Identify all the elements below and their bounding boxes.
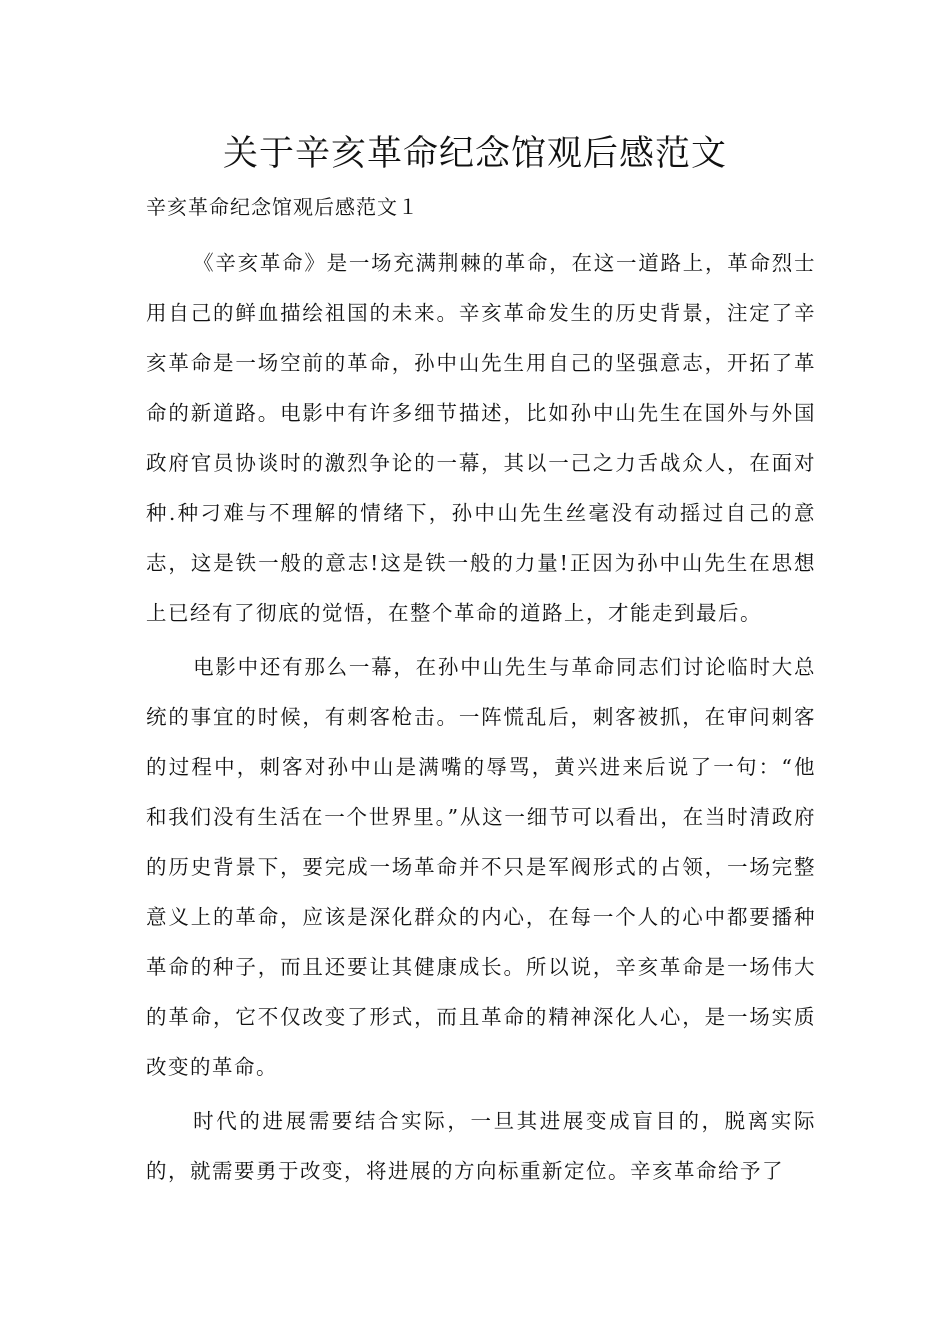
document-title: 关于辛亥革命纪念馆观后感范文 [222,134,727,174]
paragraph-1: 《辛亥革命》是一场充满荆棘的革命，在这一道路上，革命烈士用自己的鲜血描绘祖国的未来。辛亥革命发生的历史背景，注定了辛亥革命是一场空前的革命，孙中山先生用自己的坚强意志，开拓了革命的新道路。电影中有许多细节描述，比如孙中山先生在国外与外国政府官员协谈时的激烈争论的一幕，其以一己之力舌战众人，在面对种.种刁难与不理解的情绪下，孙中山先生丝毫没有动摇过自己的意志，这是铁一般的意志!这是铁一般的力量!正因为孙中山先生在思想上已经有了彻底的觉悟，在整个革命的道路上，才能走到最后。 [146,251,816,625]
paragraph-2: 电影中还有那么一幕，在孙中山先生与革命同志们讨论临时大总统的事宜的时候，有刺客枪击。一阵慌乱后，刺客被抓，在审问刺客的过程中，刺客对孙中山是满嘴的辱骂，黄兴进来后说了一句：“他和我们没有生活在一个世界里。”从这一细节可以看出，在当时清政府的历史背景下，要完成一场革命并不只是军阀形式的占领，一场完整意义上的革命，应该是深化群众的内心，在每一个人的心中都要播种革命的种子，而且还要让其健康成长。所以说，辛亥革命是一场伟大的革命，它不仅改变了形式，而且革命的精神深化人心，是一场实质改变的革命。 [146,655,816,1079]
document-subtitle: 辛亥革命纪念馆观后感范文１ [146,195,419,219]
paragraph-3: 时代的进展需要结合实际，一旦其进展变成盲目的，脱离实际的，就需要勇于改变，将进展的方向标重新定位。辛亥革命给予了 [146,1109,816,1183]
